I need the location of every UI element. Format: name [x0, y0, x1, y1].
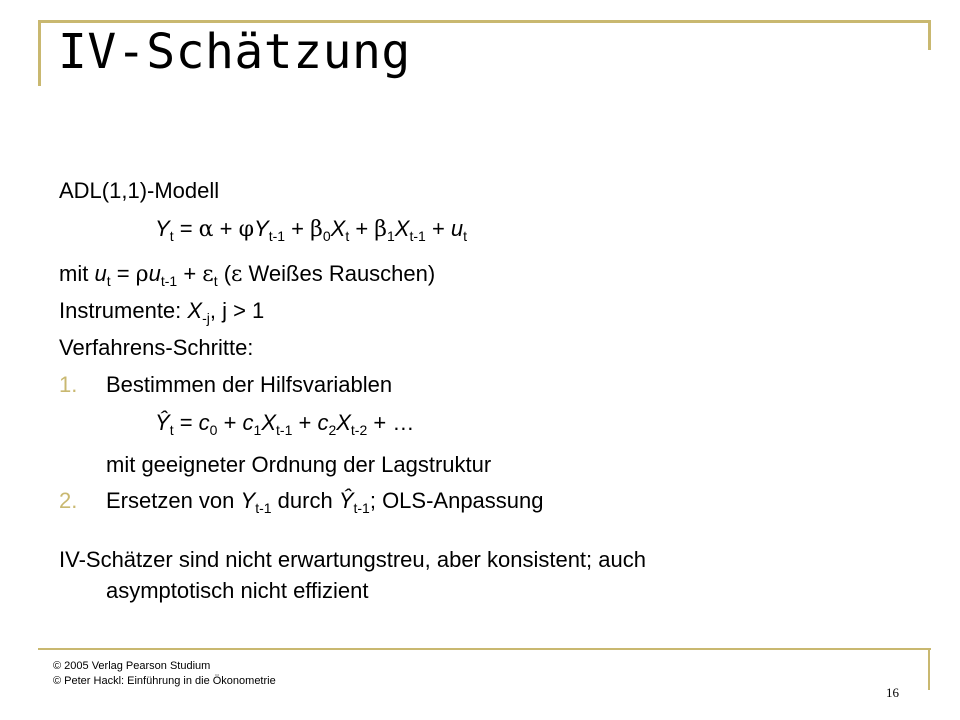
frame-top-line — [38, 20, 931, 23]
eq-u: u — [94, 261, 107, 286]
eq-u: u — [450, 216, 464, 241]
eq-sub: 0 — [322, 228, 331, 244]
eq-op: + — [285, 216, 311, 241]
eq-sub: 2 — [328, 422, 337, 438]
eq-op: + — [213, 216, 239, 241]
step-number: 1. — [59, 372, 78, 397]
eq-sub: t-1 — [255, 500, 272, 516]
eq-sub: t-1 — [276, 422, 293, 438]
eq-y: Y — [240, 488, 256, 513]
eq-op: = — [173, 216, 199, 241]
frame-bottom-right-line — [928, 650, 930, 690]
equation-auxiliary — [155, 409, 414, 437]
eq-op: + … — [367, 410, 415, 435]
eq-sub: t — [345, 228, 350, 244]
text: , j > 1 — [209, 298, 265, 323]
eq-c: c — [198, 410, 210, 435]
text: ( — [217, 261, 232, 286]
step-number: 2. — [59, 488, 78, 513]
conclusion-line-1: IV-Schätzer sind nicht erwartungstreu, aber konsistent; auch — [59, 547, 646, 572]
eq-op: + — [217, 410, 243, 435]
step-1-note: mit geeigneter Ordnung der Lagstruktur — [106, 452, 492, 477]
text: mit — [59, 261, 95, 286]
eq-op: = — [173, 410, 199, 435]
eq-sub: t — [169, 228, 174, 244]
slide-title: IV-Schätzung — [58, 24, 411, 80]
eq-c: c — [317, 410, 329, 435]
text: durch — [271, 488, 339, 513]
eq-sub: t — [463, 228, 468, 244]
page-number: 16 — [886, 685, 899, 700]
eq-sub: t-1 — [268, 228, 286, 244]
eq-c: c — [242, 410, 254, 435]
eq-x: X — [330, 216, 346, 241]
rho-symbol: ρ — [135, 262, 149, 287]
step-1 — [59, 371, 392, 399]
beta-symbol: β — [310, 217, 323, 242]
steps-heading: Verfahrens-Schritte: — [59, 335, 254, 360]
step-2 — [59, 487, 544, 515]
frame-bottom-line — [38, 648, 931, 650]
eq-u: u — [148, 261, 161, 286]
eq-sub: t — [106, 273, 111, 289]
eq-y: Y — [155, 216, 170, 241]
eq-yhat: Ŷ — [338, 488, 354, 513]
eq-x: X — [336, 410, 351, 435]
eq-op: + — [349, 216, 375, 241]
eq-sub: 1 — [387, 228, 395, 244]
eq-sub: t — [213, 273, 218, 289]
frame-right-line — [928, 20, 931, 50]
frame-left-line — [38, 20, 41, 86]
error-definition — [59, 260, 435, 289]
eq-op: + — [292, 410, 318, 435]
eq-op: + — [177, 261, 203, 286]
eq-sub: t-1 — [353, 500, 370, 516]
text: Instrumente: — [59, 298, 188, 323]
eq-x: X — [261, 410, 277, 435]
instruments-line — [59, 297, 264, 325]
eq-sub: -j — [202, 310, 210, 326]
step-text: Bestimmen der Hilfsvariablen — [106, 372, 393, 397]
footer-copyright-1: © 2005 Verlag Pearson Studium — [53, 660, 211, 672]
text: Ersetzen von — [106, 488, 241, 513]
eq-sub: t-1 — [409, 228, 426, 244]
eq-x: X — [394, 216, 410, 241]
phi-symbol: φ — [238, 217, 254, 242]
eq-op: + — [425, 216, 451, 241]
model-heading: ADL(1,1)-Modell — [59, 178, 220, 203]
text: ; OLS-Anpassung — [369, 488, 544, 513]
footer-copyright-2: © Peter Hackl: Einführung in die Ökonometrie — [53, 675, 276, 687]
eq-yhat: Ŷ — [155, 410, 170, 435]
eq-sub: t-2 — [350, 422, 368, 438]
eq-x: X — [187, 298, 203, 323]
epsilon-symbol: ε — [202, 262, 214, 287]
beta-symbol: β — [374, 217, 387, 242]
eq-sub: t-1 — [160, 273, 178, 289]
eq-op: = — [110, 261, 136, 286]
eq-sub: 0 — [209, 422, 218, 438]
equation-adl — [155, 215, 467, 244]
epsilon-symbol: ε — [231, 262, 243, 287]
eq-y: Y — [254, 216, 269, 241]
alpha-symbol: α — [198, 217, 214, 242]
text: Weißes Rauschen) — [242, 261, 436, 286]
eq-sub: t — [169, 422, 174, 438]
conclusion-line-2: asymptotisch nicht effizient — [106, 578, 369, 603]
eq-sub: 1 — [253, 422, 262, 438]
